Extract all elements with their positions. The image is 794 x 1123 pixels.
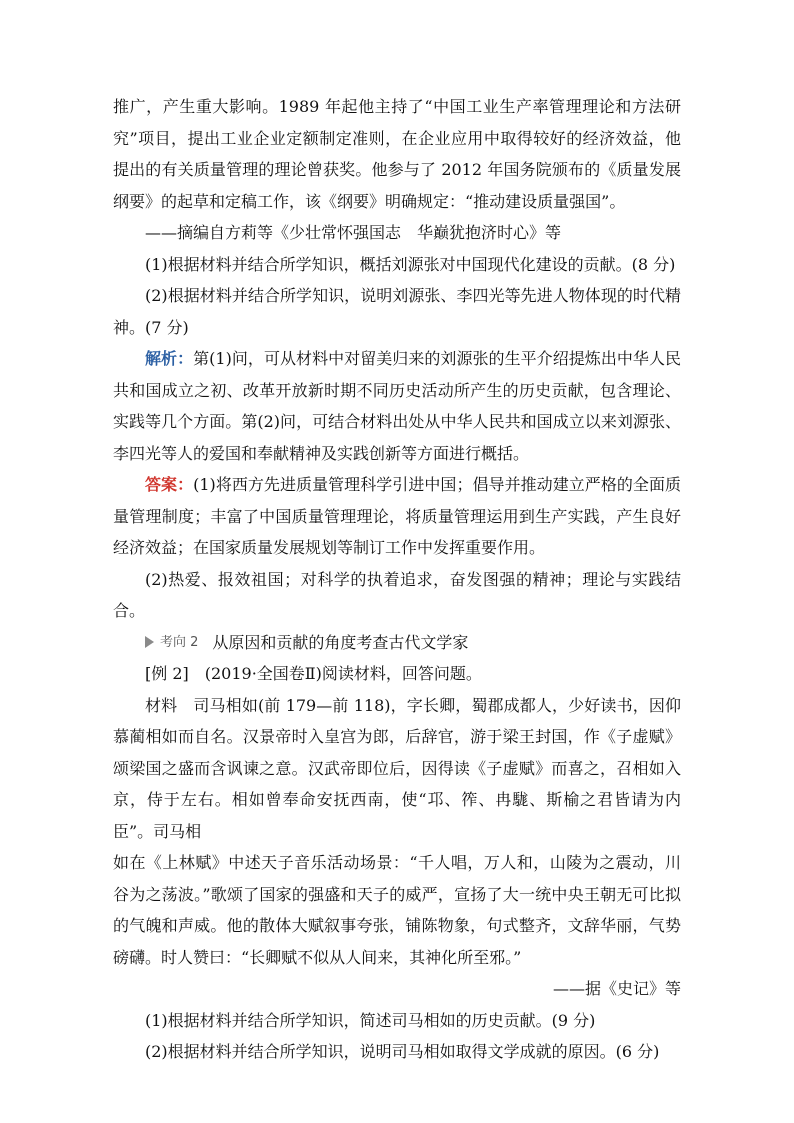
answer-label: 答案：	[145, 475, 194, 494]
answer-2: (2)热爱、报效祖国；对科学的执着追求，奋发图强的精神；理论与实践结合。	[113, 569, 681, 620]
example-heading: [例 2] (2019·全国卷Ⅱ)阅读材料，回答问题。	[145, 664, 482, 683]
material-source-2: ——据《史记》等	[552, 979, 681, 998]
analysis-paragraph	[113, 343, 681, 469]
analysis-label: 解析：	[145, 349, 194, 368]
material-paragraph: 推广，产生重大影响。1989 年起他主持了“中国工业生产率管理理论和方法研究”项目，提出工业企业定额制定准则，在企业应用中取得较好的经济效益，他提出的有关质量管理的理论曾获奖。他参与了 2012 年国务院颁布的《质量发展纲要》的起草和定稿工作，该《纲要》明确规定：“推动建设质量强国”。	[113, 97, 681, 211]
question-1: (1)根据材料并结合所学知识，概括刘源张对中国现代化建设的贡献。(8 分)	[145, 254, 676, 274]
question-4: (2)根据材料并结合所学知识，说明司马相如取得文学成就的原因。(6 分)	[145, 1042, 660, 1061]
answer-text: (1)将西方先进质量管理科学引进中国；倡导并推动建立严格的全面质量管理制度；丰富了中国质量管理理论，将质量管理运用到生产实践，产生良好经济效益；在国家质量发展规划等制订工作中发挥重要作用。	[113, 475, 681, 557]
triangle-right-icon	[145, 636, 154, 648]
answer-paragraph	[113, 469, 681, 564]
document-body	[113, 91, 681, 1068]
question-3: (1)根据材料并结合所学知识，简述司马相如的历史贡献。(9 分)	[145, 1010, 596, 1030]
section-heading	[113, 627, 681, 659]
material-paragraph-3: 如在《上林赋》中述天子音乐活动场景：“千人唱，万人和，山陵为之震动，川谷为之荡波。”歌颂了国家的强盛和天子的威严，宣扬了大一统中央王朝无可比拟的气魄和声威。他的散体大赋叙事夸张，铺陈物象，句式整齐，文辞华丽，气势磅礴。时人赞曰：“长卿赋不似从人间来，其神化所至邪。”	[113, 853, 681, 967]
question-2: (2)根据材料并结合所学知识，说明刘源张、李四光等先进人物体现的时代精神。(7 分)	[113, 286, 681, 337]
section-title: 从原因和贡献的角度考查古代文学家	[212, 632, 469, 652]
section-label: 考向 2	[160, 634, 199, 650]
material-source: ——摘编自方莉等《少壮常怀强国志 华巅犹抱济时心》等	[145, 223, 562, 242]
material-paragraph-2: 材料 司马相如(前 179—前 118)，字长卿，蜀郡成都人，少好读书，因仰慕蔺相如而自名。汉景帝时入皇宫为郎，后辞官，游于梁王封国，作《子虚赋》颂梁国之盛而含讽谏之意。汉武帝即位后，因得读《子虚赋》而喜之，召相如入京，侍于左右。相如曾奉命安抚西南，使“邛、筰、冉駹、斯榆之君皆请为内臣”。司马相	[113, 695, 681, 841]
analysis-text: 第(1)问，可从材料中对留美归来的刘源张的生平介绍提炼出中华人民共和国成立之初、改革开放新时期不同历史活动所产生的历史贡献，包含理论、实践等几个方面。第(2)问，可结合材料出处从中华人民共和国成立以来刘源张、李四光等人的爱国和奉献精神及实践创新等方面进行概括。	[113, 349, 681, 463]
